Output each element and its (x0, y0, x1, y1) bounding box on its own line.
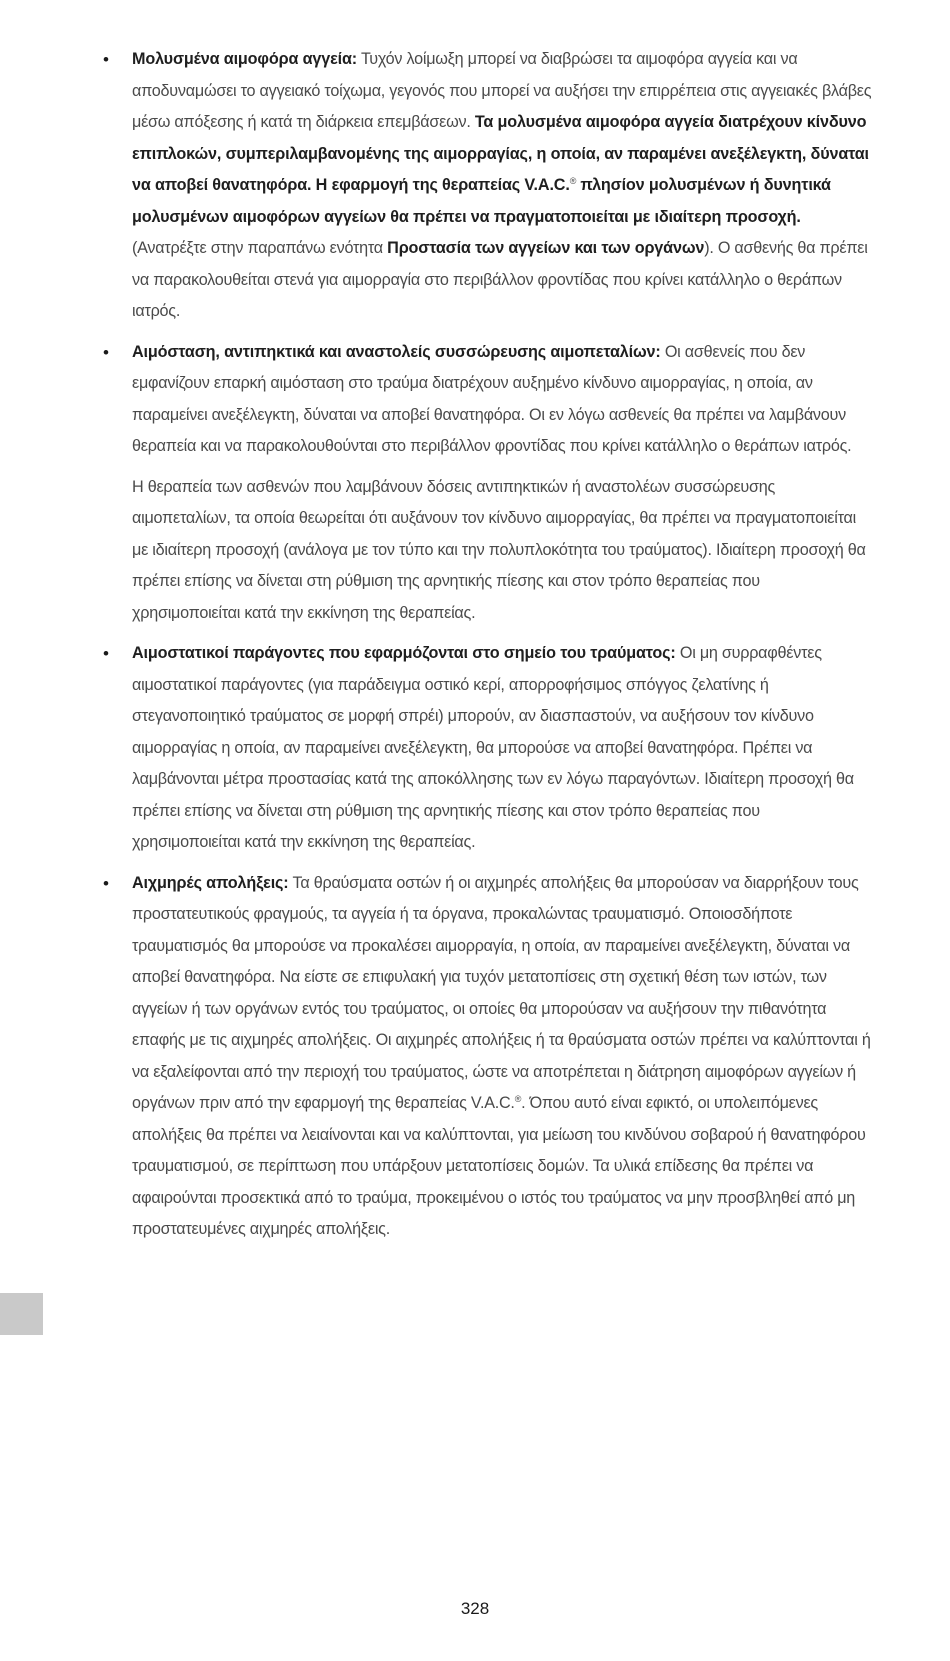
registered-mark: ® (514, 1094, 522, 1104)
bold-heading: Αιμόσταση, αντιπηκτικά και αναστολείς συσσώρευσης αιμοπεταλίων: (132, 342, 661, 361)
bullet-icon: • (103, 342, 109, 362)
bullet-item-hemostasis (96, 337, 872, 463)
bullet-item-sharp-edges (96, 868, 872, 1246)
body-text: ). Ο ασθενής θα πρέπει να παρακολουθείται στενά για αιμορραγία στο περιβάλλον φροντίδας που κρίνει κατάλληλο ο θεράπων ιατρός. (132, 239, 868, 320)
document-body (96, 44, 872, 1255)
bullet-item-hemostatic-agents (96, 638, 872, 859)
side-tab-marker (0, 1293, 43, 1335)
bold-warning: πλησίον μολυσμένων ή δυνητικά μολυσμένων αιμοφόρων αγγείων θα πρέπει να πραγματοποιείται με ιδιαίτερη προσοχή. (132, 176, 831, 226)
bullet-item-infected-vessels (96, 44, 872, 328)
body-text: Τυχόν λοίμωξη μπορεί να διαβρώσει τα αιμοφόρα αγγεία και να αποδυναμώσει το αγγειακό τοίχωμα, γεγονός που μπορεί να αυξήσει την επιρρέπεια στις αγγειακές βλάβες μέσω απόξεσης ή κατά τη διάρκεια επεμβάσεων. (132, 50, 872, 131)
bold-heading: Αιχμηρές απολήξεις: (132, 873, 289, 892)
page-number: 328 (460, 1599, 490, 1618)
bullet-icon: • (103, 50, 109, 69)
body-text: Τα θραύσματα οστών ή οι αιχμηρές απολήξεις θα μπορούσαν να διαρρήξουν τους προστατευτικούς φραγμούς, τα αγγεία ή τα όργανα, προκαλώντας τραυματισμό. Οποιοσδήποτε τραυματισμός θα μπορούσε να προκαλέσει αιμορραγία, η οποία, αν παραμείνει ανεξέλεγκτη, δύναται να αποβεί θανατηφόρα. Να είστε σε επιφυλακή για τυχόν μετατοπίσεις στη σχετική θέση των ιστών, των αγγείων ή των οργάνων εντός του τραύματος, οι οποίες θα μπορούσαν να αυξήσουν την πιθανότητα επαφής με τις αιχμηρές απολήξεις. Οι αιχμηρές απολήξεις ή τα θραύσματα οστών πρέπει να καλύπτονται ή να εξαλείφονται από την περιοχή του τραύματος, ώστε να αποτρέπεται η διάτρηση αιμοφόρων αγγείων ή οργάνων πριν από την εφαρμογή της θεραπείας V.A.C. (132, 873, 871, 1112)
body-text: Οι ασθενείς που δεν εμφανίζουν επαρκή αιμόσταση στο τραύμα διατρέχουν αυξημένο κίνδυνο αιμορραγίας, η οποία, αν παραμείνει ανεξέλεγκτη, δύναται να αποβεί θανατηφόρα. Οι εν λόγω ασθενείς θα πρέπει να λαμβάνουν θεραπεία και να παρακολουθούνται στο περιβάλλον φροντίδας που κρίνει κατάλληλο ο θεράπων ιατρός. (132, 342, 852, 455)
bold-heading: Αιμοστατικοί παράγοντες που εφαρμόζονται στο σημείο του τραύματος: (132, 644, 676, 662)
registered-mark: ® (569, 176, 577, 186)
bold-section-reference: Προστασία των αγγείων και των οργάνων (387, 239, 705, 257)
bullet-icon: • (103, 873, 109, 893)
bullet-icon: • (103, 644, 109, 663)
paragraph (132, 337, 872, 463)
body-text: . Όπου αυτό είναι εφικτό, οι υπολειπόμενες απολήξεις θα πρέπει να λειαίνονται και να καλύπτονται, για μείωση του κινδύνου σοβαρού ή θανατηφόρου τραυματισμού, σε περίπτωση που υπάρξουν μετατοπίσεις δομών. Τα υλικά επίδεσης θα πρέπει να αφαιρούνται προσεκτικά από το τραύμα, προκειμένου ο ιστός του τραύματος να μην προσβληθεί από μη προστατευμένες αιχμηρές απολήξεις. (132, 1094, 866, 1238)
body-text: (Ανατρέξτε στην παραπάνω ενότητα (132, 239, 388, 257)
body-text: Οι μη συρραφθέντες αιμοστατικοί παράγοντες (για παράδειγμα οστικό κερί, απορροφήσιμος σπόγγος ζελατίνης ή στεγανοποιητικό τραύματος σε μορφή σπρέι) μπορούν, αν διασπαστούν, να αυξήσουν τον κίνδυνο αιμορραγίας η οποία, αν παραμείνει ανεξέλεγκτη, θα μπορούσε να αποβεί θανατηφόρα. Πρέπει να λαμβάνονται μέτρα προστασίας κατά της αποκόλλησης των εν λόγω παραγόντων. Ιδιαίτερη προσοχή θα πρέπει επίσης να δίνεται στη ρύθμιση της αρνητικής πίεσης και στον τρόπο θεραπείας που χρησιμοποιείται κατά την εκκίνηση της θεραπείας. (132, 644, 854, 851)
bold-heading: Μολυσμένα αιμοφόρα αγγεία: (132, 50, 358, 68)
paragraph (132, 868, 872, 1246)
paragraph (132, 638, 872, 859)
bold-warning: Τα μολυσμένα αιμοφόρα αγγεία διατρέχουν κίνδυνο επιπλοκών, συμπεριλαμβανομένης της αιμορραγίας, η οποία, αν παραμένει ανεξέλεγκτη, δύναται να αποβεί θανατηφόρα. Η εφαρμογή της θεραπείας V.A.C. (132, 113, 869, 194)
paragraph (132, 44, 872, 328)
sub-paragraph: Η θεραπεία των ασθενών που λαμβάνουν δόσεις αντιπηκτικών ή αναστολέων συσσώρευσης αιμοπεταλίων, τα οποία θεωρείται ότι αυξάνουν τον κίνδυνο αιμορραγίας, θα πρέπει να πραγματοποιείται με ιδιαίτερη προσοχή (ανάλογα με τον τύπο και την πολυπλοκότητα του τραύματος). Ιδιαίτερη προσοχή θα πρέπει επίσης να δίνεται στη ρύθμιση της αρνητικής πίεσης και στον τρόπο θεραπείας που χρησιμοποιείται κατά την εκκίνηση της θεραπείας. (132, 477, 866, 622)
